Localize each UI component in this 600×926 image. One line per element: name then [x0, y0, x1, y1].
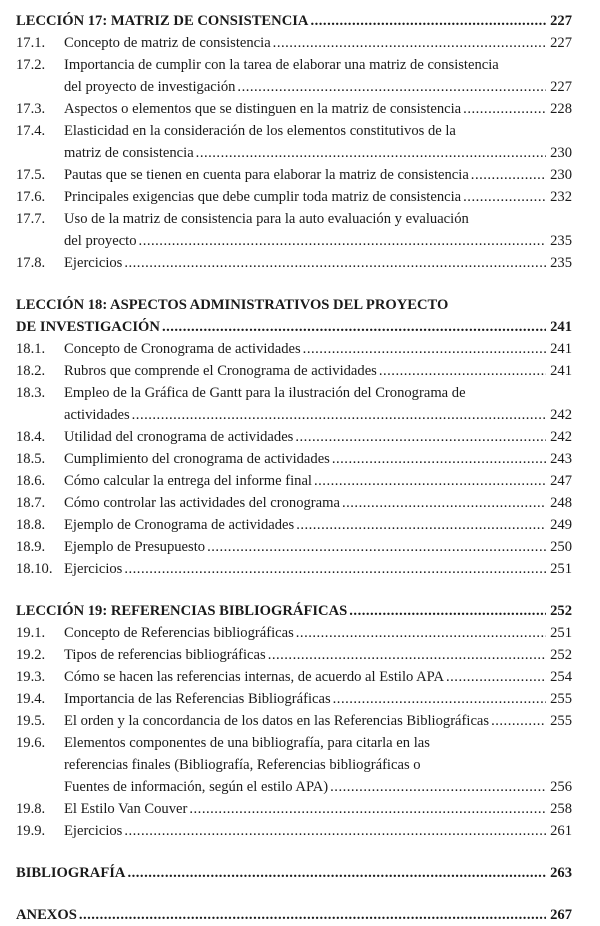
entry-text: Aspectos o elementos que se distinguen en la matriz de consistencia [64, 101, 462, 117]
section-leccion-19 [16, 600, 572, 842]
entry-text: actividades [64, 407, 130, 423]
leader-dots [162, 316, 546, 338]
entry-number: 17.4. [16, 123, 46, 139]
page-number: 250 [550, 539, 572, 555]
leader-dots [342, 492, 546, 514]
entry-text: Ejemplo de Presupuesto [64, 539, 206, 555]
page-number: 230 [550, 145, 572, 161]
entry-text: Ejemplo de Cronograma de actividades [64, 517, 295, 533]
page-number: 249 [550, 517, 572, 533]
entry-text: Cómo controlar las actividades del cronograma [64, 495, 340, 511]
leader-dots [463, 186, 546, 208]
entry-text: Importancia de las Referencias Bibliográficas [64, 691, 331, 707]
entry-number: 19.2. [16, 647, 46, 663]
page-number: 241 [550, 319, 572, 335]
leader-dots [296, 622, 546, 644]
page-number: 263 [550, 865, 572, 881]
page-number: 230 [550, 167, 572, 183]
entry-number: 17.1. [16, 35, 46, 51]
section-title: LECCIÓN 17: MATRIZ DE CONSISTENCIA [16, 13, 309, 29]
entry-number: 17.6. [16, 189, 46, 205]
leader-dots [132, 404, 546, 426]
toc-entry [16, 120, 572, 164]
leader-dots [491, 710, 546, 732]
toc-entry [16, 252, 572, 274]
toc-entry [16, 426, 572, 448]
page-number: 243 [550, 451, 572, 467]
toc-entry [16, 186, 572, 208]
page-number: 255 [550, 691, 572, 707]
entry-number: 19.8. [16, 801, 46, 817]
leader-dots [296, 514, 546, 536]
page-number: 228 [550, 101, 572, 117]
entry-number: 18.5. [16, 451, 46, 467]
page-number: 227 [550, 79, 572, 95]
section-title: BIBLIOGRAFÍA [16, 865, 126, 881]
leader-dots [273, 32, 546, 54]
entry-text: El orden y la concordancia de los datos en las Referencias Bibliográficas [64, 713, 490, 729]
toc-entry [16, 208, 572, 252]
leader-dots [189, 798, 546, 820]
entry-number: 18.7. [16, 495, 46, 511]
page-number: 227 [550, 35, 572, 51]
entry-text: Cómo calcular la entrega del informe final [64, 473, 312, 489]
section-heading [16, 294, 572, 338]
entry-number: 19.1. [16, 625, 46, 641]
entry-text: Cumplimiento del cronograma de actividades [64, 451, 330, 467]
leader-dots [79, 904, 546, 926]
entry-text: Empleo de la Gráfica de Gantt para la ilustración del Cronograma de [64, 385, 466, 401]
entry-text: Tipos de referencias bibliográficas [64, 647, 266, 663]
entry-number: 18.6. [16, 473, 46, 489]
entry-list [16, 622, 572, 842]
entry-text: del proyecto [64, 233, 137, 249]
toc-entry [16, 164, 572, 186]
leader-dots [471, 164, 546, 186]
leader-dots [295, 426, 546, 448]
section-heading [16, 862, 572, 884]
page-number: 251 [550, 625, 572, 641]
page-number: 242 [550, 407, 572, 423]
leader-dots [330, 776, 546, 798]
page-number: 241 [550, 341, 572, 357]
toc-entry [16, 492, 572, 514]
leader-dots [237, 76, 546, 98]
toc-entry [16, 710, 572, 732]
entry-list [16, 338, 572, 580]
section-leccion-17 [16, 10, 572, 274]
toc-entry [16, 338, 572, 360]
toc-entry [16, 688, 572, 710]
entry-list [16, 32, 572, 274]
toc-entry [16, 798, 572, 820]
page-number: 235 [550, 233, 572, 249]
leader-dots [303, 338, 546, 360]
entry-number: 17.7. [16, 211, 46, 227]
section-anexos [16, 904, 572, 926]
entry-number: 18.4. [16, 429, 46, 445]
entry-text: Elementos componentes de una bibliografía, para citarla en las [64, 735, 430, 751]
leader-dots [124, 252, 546, 274]
page-number: 232 [550, 189, 572, 205]
page-number: 252 [550, 603, 572, 619]
page-number: 248 [550, 495, 572, 511]
entry-number: 17.2. [16, 57, 46, 73]
section-title: ANEXOS [16, 907, 77, 923]
entry-text: Elasticidad en la consideración de los elementos constitutivos de la [64, 123, 456, 139]
entry-text: referencias finales (Bibliografía, Referencias bibliográficas o [64, 757, 421, 773]
leader-dots [332, 448, 546, 470]
entry-number: 18.1. [16, 341, 46, 357]
section-bibliografia [16, 862, 572, 884]
page-number: 261 [550, 823, 572, 839]
entry-text: matriz de consistencia [64, 145, 194, 161]
toc-entry [16, 98, 572, 120]
leader-dots [379, 360, 546, 382]
entry-text: Importancia de cumplir con la tarea de elaborar una matriz de consistencia [64, 57, 499, 73]
entry-text: Cómo se hacen las referencias internas, de acuerdo al Estilo APA [64, 669, 444, 685]
page-number: 227 [550, 13, 572, 29]
entry-text: Principales exigencias que debe cumplir toda matriz de consistencia [64, 189, 462, 205]
section-title: LECCIÓN 19: REFERENCIAS BIBLIOGRÁFICAS [16, 603, 348, 619]
entry-text: Fuentes de información, según el estilo APA) [64, 779, 329, 795]
toc-entry [16, 732, 572, 798]
toc-entry [16, 448, 572, 470]
page-number: 256 [550, 779, 572, 795]
toc-entry [16, 644, 572, 666]
entry-number: 17.5. [16, 167, 46, 183]
entry-text: Ejercicios [64, 561, 123, 577]
page-number: 251 [550, 561, 572, 577]
toc-entry [16, 820, 572, 842]
toc-entry [16, 514, 572, 536]
leader-dots [124, 820, 546, 842]
leader-dots [127, 862, 546, 884]
toc-entry [16, 622, 572, 644]
entry-text: Concepto de Cronograma de actividades [64, 341, 301, 357]
page-number: 242 [550, 429, 572, 445]
toc-entry [16, 536, 572, 558]
section-title-line-1: LECCIÓN 18: ASPECTOS ADMINISTRATIVOS DEL PROYECTO [16, 297, 449, 313]
entry-text: Ejercicios [64, 255, 123, 271]
leader-dots [268, 644, 546, 666]
page-number: 252 [550, 647, 572, 663]
leader-dots [196, 142, 546, 164]
toc-entry [16, 666, 572, 688]
entry-number: 19.4. [16, 691, 46, 707]
leader-dots [333, 688, 546, 710]
toc-entry [16, 470, 572, 492]
entry-number: 19.6. [16, 735, 46, 751]
leader-dots [314, 470, 546, 492]
section-leccion-18 [16, 294, 572, 580]
toc-entry [16, 54, 572, 98]
page-number: 247 [550, 473, 572, 489]
leader-dots [139, 230, 546, 252]
section-heading [16, 10, 572, 32]
entry-number: 19.5. [16, 713, 46, 729]
leader-dots [463, 98, 546, 120]
leader-dots [446, 666, 546, 688]
toc-entry [16, 558, 572, 580]
entry-number: 18.10. [16, 561, 53, 577]
entry-number: 18.2. [16, 363, 46, 379]
section-heading [16, 904, 572, 926]
page-number: 254 [550, 669, 572, 685]
entry-text: Utilidad del cronograma de actividades [64, 429, 294, 445]
section-title-line-2: DE INVESTIGACIÓN [16, 319, 160, 335]
entry-number: 19.9. [16, 823, 46, 839]
leader-dots [207, 536, 546, 558]
toc-entry [16, 382, 572, 426]
leader-dots [349, 600, 546, 622]
page-number: 241 [550, 363, 572, 379]
entry-text: Concepto de matriz de consistencia [64, 35, 271, 51]
leader-dots [310, 10, 546, 32]
entry-number: 18.9. [16, 539, 46, 555]
page-number: 235 [550, 255, 572, 271]
entry-number: 17.3. [16, 101, 46, 117]
entry-text: del proyecto de investigación [64, 79, 236, 95]
leader-dots [124, 558, 546, 580]
entry-text: Ejercicios [64, 823, 123, 839]
page-number: 267 [550, 907, 572, 923]
entry-text: El Estilo Van Couver [64, 801, 188, 817]
entry-text: Pautas que se tienen en cuenta para elaborar la matriz de consistencia [64, 167, 469, 183]
entry-number: 17.8. [16, 255, 46, 271]
toc-entry [16, 360, 572, 382]
entry-number: 18.8. [16, 517, 46, 533]
entry-text: Uso de la matriz de consistencia para la auto evaluación y evaluación [64, 211, 469, 227]
entry-text: Concepto de Referencias bibliográficas [64, 625, 294, 641]
page-number: 258 [550, 801, 572, 817]
entry-number: 19.3. [16, 669, 46, 685]
toc-entry [16, 32, 572, 54]
entry-number: 18.3. [16, 385, 46, 401]
section-heading [16, 600, 572, 622]
entry-text: Rubros que comprende el Cronograma de actividades [64, 363, 377, 379]
page-number: 255 [550, 713, 572, 729]
